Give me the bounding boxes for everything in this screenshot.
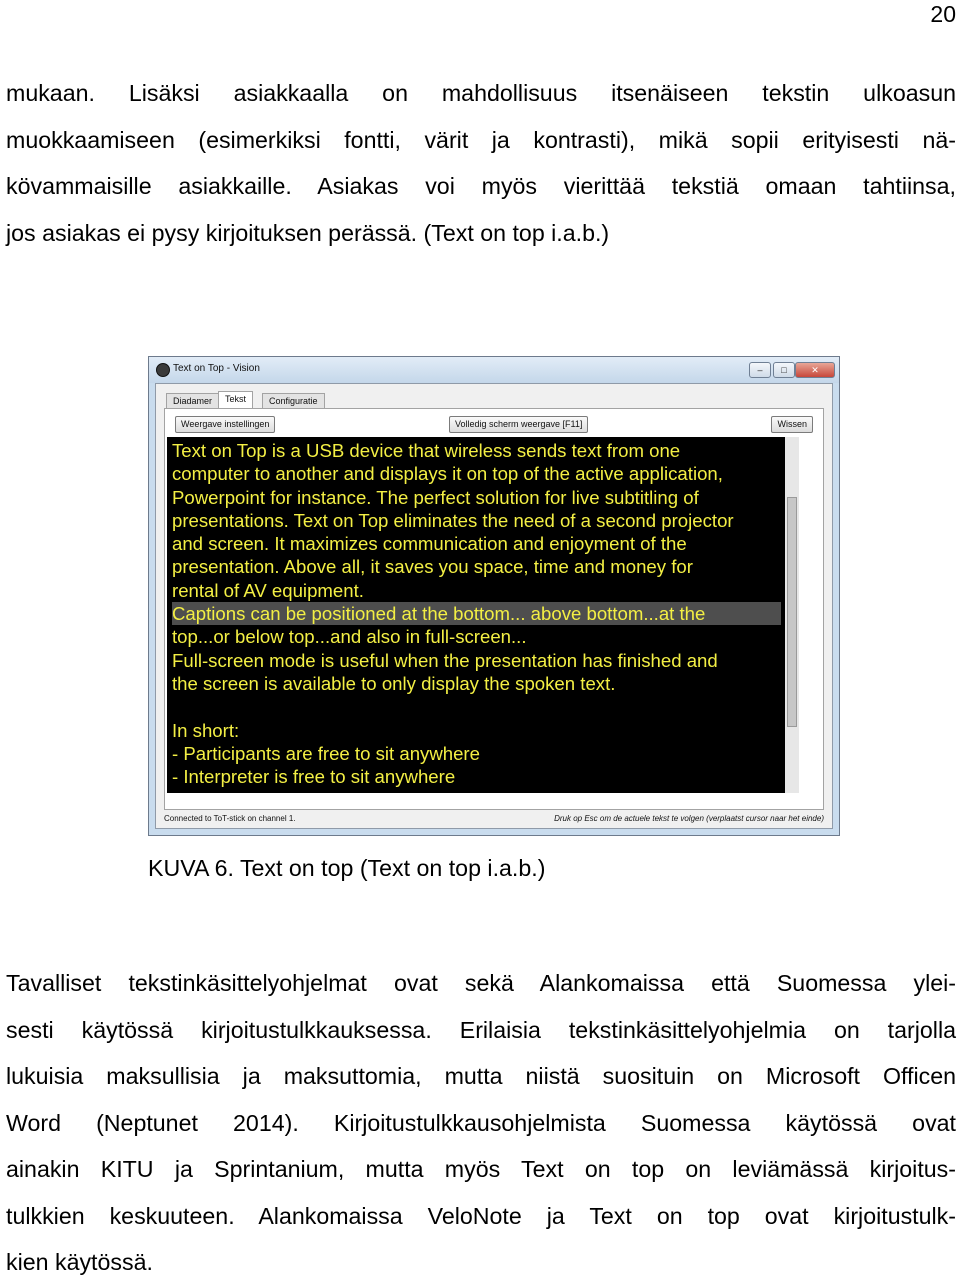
caption-line: - Participants are free to sit anywhere: [172, 742, 480, 764]
caption-line: Text on Top is a USB device that wireless sends text from one: [172, 440, 681, 461]
caption-text-pane[interactable]: [167, 437, 799, 793]
caption-line-highlighted: Captions can be positioned at the bottom... above bottom...at the: [172, 602, 781, 625]
caption-line: - Interpreter is free to sit anywhere: [172, 766, 456, 788]
paragraph-line: Word (Neptunet 2014). Kirjoitustulkkausohjelmista Suomessa käytössä ovat: [6, 1109, 956, 1136]
caption-line: computer to another and displays it on top of the active application,: [172, 463, 723, 485]
caption-line: In short:: [172, 719, 240, 741]
window-client: [155, 383, 833, 829]
paragraph-line: sesti käytössä kirjoitustulkkauksessa. Erilaisia tekstinkäsittelyohjelmia on tarjolla: [6, 1016, 956, 1043]
caption-line: the screen is available to only display the spoken text.: [172, 672, 616, 694]
paragraph-line: lukuisia maksullisia ja maksuttomia, mutta niistä suosituin on Microsoft Officen: [6, 1063, 956, 1089]
caption-line: Full-screen mode is useful when the presentation has finished and: [172, 649, 718, 671]
clear-button[interactable]: Wissen: [771, 416, 813, 433]
vertical-scrollbar[interactable]: [785, 437, 799, 793]
minimize-button[interactable]: –: [749, 362, 771, 378]
tab-diadamer[interactable]: Diadamer: [166, 393, 219, 408]
caption-line: [172, 695, 781, 718]
close-button[interactable]: ✕: [795, 362, 835, 378]
caption-lines: [172, 439, 781, 788]
caption-line: presentation. Above all, it saves you space, time and money for: [172, 556, 693, 578]
fullscreen-button[interactable]: Volledig scherm weergave [F11]: [449, 416, 588, 433]
caption-line: rental of AV equipment.: [172, 579, 364, 601]
window-title: Text on Top - Vision: [173, 363, 260, 374]
paragraph-line: kien käytössä.: [6, 1249, 153, 1275]
scrollbar-thumb[interactable]: [787, 497, 797, 727]
paragraph-line: Tavalliset tekstinkäsittelyohjelmat ovat sekä Alankomaissa että Suomessa ylei-: [6, 970, 956, 996]
tab-configuratie[interactable]: Configuratie: [262, 393, 325, 408]
paragraph-line: muokkaamiseen (esimerkiksi fontti, värit ja kontrasti), mikä sopii erityisesti nä-: [6, 126, 956, 153]
caption-line: and screen. It maximizes communication and enjoyment of the: [172, 533, 687, 555]
paragraph-line: tulkkien keskuuteen. Alankomaissa VeloNote ja Text on top ovat kirjoitustulk-: [6, 1202, 956, 1229]
paragraph-line: jos asiakas ei pysy kirjoituksen perässä. (Text on top i.a.b.): [6, 219, 610, 246]
figure-caption: KUVA 6. Text on top (Text on top i.a.b.): [148, 855, 546, 881]
paragraph-line: ainakin KITU ja Sprintanium, mutta myös Text on top on leviämässä kirjoitus-: [6, 1156, 956, 1182]
screenshot-figure: [148, 356, 840, 836]
status-connection: Connected to ToT-stick on channel 1.: [164, 814, 296, 823]
paragraph-2: [6, 960, 956, 1286]
status-hint: Druk op Esc om de actuele tekst te volgen (verplaatst cursor naar het einde): [554, 814, 824, 823]
display-settings-button[interactable]: Weergave instellingen: [175, 416, 275, 433]
paragraph-1: [6, 70, 956, 256]
caption-line: presentations. Text on Top eliminates the need of a second projector: [172, 509, 734, 531]
app-icon: [156, 363, 170, 377]
caption-line: top...or below top...and also in full-screen...: [172, 626, 527, 648]
maximize-button[interactable]: □: [773, 362, 795, 378]
caption-line: Powerpoint for instance. The perfect solution for live subtitling of: [172, 486, 699, 508]
window-titlebar: [149, 357, 839, 383]
paragraph-line: mukaan. Lisäksi asiakkaalla on mahdollisuus itsenäiseen tekstin ulkoasun: [6, 80, 956, 106]
paragraph-line: kövammaisille asiakkaille. Asiakas voi myös vierittää tekstiä omaan tahtiinsa,: [6, 173, 956, 199]
status-bar: [164, 812, 824, 826]
page-number: 20: [930, 1, 956, 27]
tab-tekst[interactable]: Tekst: [218, 391, 253, 409]
